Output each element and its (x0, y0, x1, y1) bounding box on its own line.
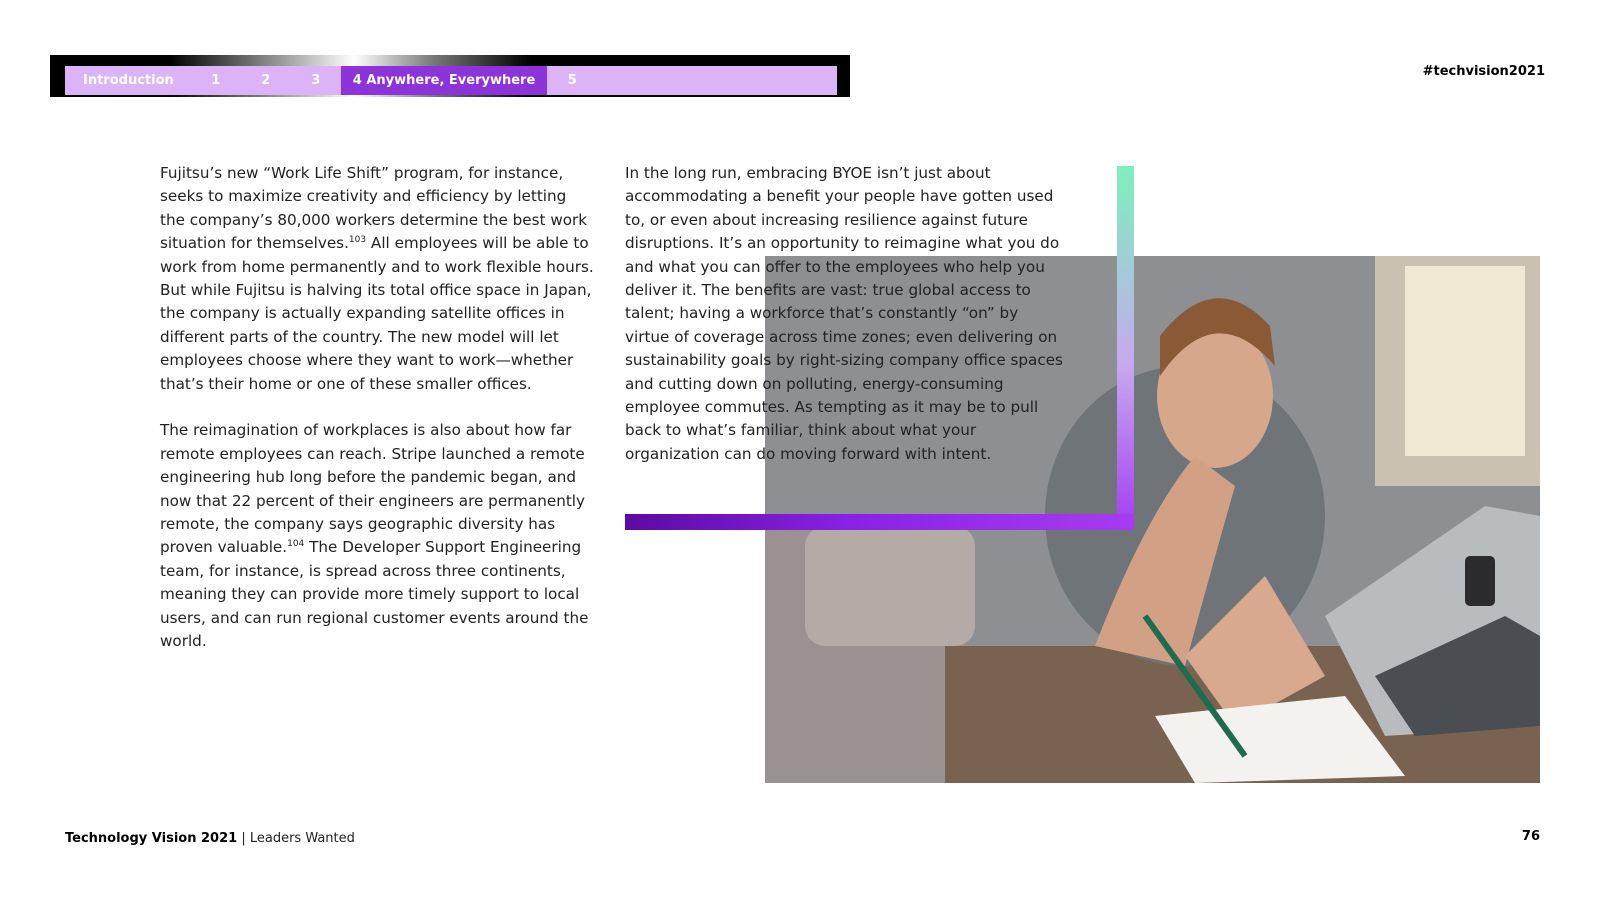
footnote-ref[interactable]: 104 (287, 539, 305, 550)
paragraph-text: The Developer Support Engineering team, for instance, is spread across three continents, meaning they can provide more timely support to local users, and can run regional customer events around the world. (160, 538, 589, 651)
tab-introduction[interactable]: Introduction (83, 73, 174, 88)
page-number: 76 (1521, 829, 1540, 844)
tab-2[interactable]: 2 (261, 73, 271, 88)
paragraph-stripe (160, 419, 595, 653)
accent-bar-vertical (1117, 166, 1134, 530)
footer-brand: Technology Vision 2021 (65, 831, 238, 846)
text-column-right (625, 162, 1065, 490)
hashtag: #techvision2021 (1422, 64, 1545, 79)
paragraph-fujitsu (160, 162, 595, 396)
accent-bar-horizontal (625, 514, 1134, 530)
tab-1[interactable]: 1 (211, 73, 221, 88)
footer-separator: | (237, 831, 250, 846)
footer-title (65, 831, 355, 846)
tab-4-anywhere-everywhere[interactable]: 4 Anywhere, Everywhere (341, 66, 548, 95)
footnote-ref[interactable]: 103 (348, 235, 367, 246)
tab-5[interactable]: 5 (567, 73, 577, 88)
tab-3[interactable]: 3 (311, 73, 321, 88)
footer-subtitle: Leaders Wanted (249, 831, 355, 846)
paragraph-text: All employees will be able to work from home permanently and to work flexible hours. But while Fujitsu is halving its total office space in Japan, the company is actually expanding satellite offices in different parts of the country. The new model will let employees choose where they want to work—whether that’s their home or one of these smaller offices. (160, 234, 594, 393)
paragraph-text: The reimagination of workplaces is also about how far remote employees can reach. Stripe launched a remote engineering hub long before the pandemic began, and now that 22 percent of their engineers are permanently remote, the company says geographic diversity has proven valuable. (160, 421, 586, 557)
text-column-left (160, 162, 595, 677)
paragraph-byoe: In the long run, embracing BYOE isn’t just about accommodating a benefit your people have gotten used to, or even about increasing resilience against future disruptions. It’s an opportunity to reimagine what you do and what you can offer to the employees who help you deliver it. The benefits are vast: true global access to talent; having a workforce that’s constantly “on” by virtue of coverage across time zones; even delivering on sustainability goals by right-sizing company office spaces and cutting down on polluting, energy-consuming employee commutes. As tempting as it may be to pull back to what’s familiar, think about what your organization can do moving forward with intent. (625, 164, 1063, 463)
paragraph-text: Fujitsu’s new “Work Life Shift” program, for instance, seeks to maximize creativity and efficiency by letting the company’s 80,000 workers determine the best work situation for themselves. (160, 164, 588, 253)
section-nav (65, 66, 837, 95)
